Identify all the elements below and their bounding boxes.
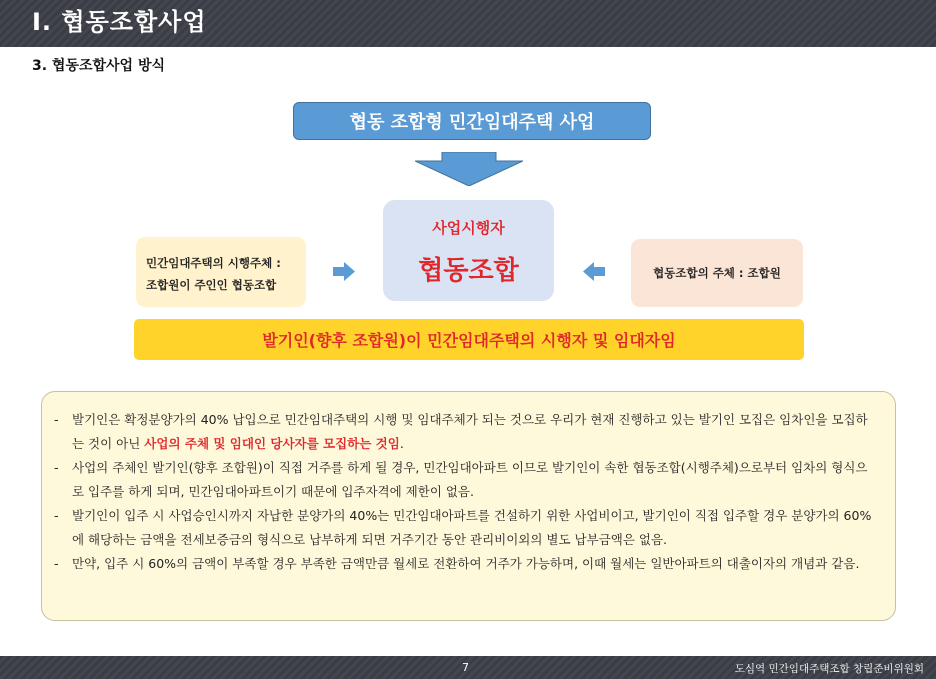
note-dash: - (54, 412, 59, 427)
summary-bar: 발기인(향후 조합원)이 민간임대주택의 시행자 및 임대자임 (134, 319, 804, 360)
note-item (54, 456, 875, 504)
arrow-right-icon (333, 262, 355, 281)
note-text: 발기인은 확정분양가의 40% 납입으로 민간임대주택의 시행 및 임대주체가 되는 것으로 우리가 현재 진행하고 있는 발기인 모집은 임차인을 모집하는 것이 아닌 사업의 주체 및 임대인 당사자를 모집하는 것임. (72, 412, 868, 451)
section-title: 3. 협동조합사업 방식 (32, 58, 165, 74)
center-box (383, 200, 554, 301)
center-role: 사업시행자 (432, 219, 505, 237)
down-arrow-icon (415, 152, 523, 186)
note-dash: - (54, 460, 59, 475)
note-item (54, 504, 875, 552)
top-box: 협동 조합형 민간임대주택 사업 (293, 102, 651, 140)
note-highlight: 사업의 주체 및 임대인 당사자를 모집하는 것임 (144, 436, 400, 451)
center-name: 협동조합 (418, 256, 519, 286)
organization-name: 도심역 민간임대주택조합 창립준비위원회 (734, 663, 924, 675)
note-dash: - (54, 508, 59, 523)
right-box: 협동조합의 주체 : 조합원 (631, 239, 803, 307)
notes-box (41, 391, 896, 621)
note-text: 사업의 주체인 발기인(향후 조합원)이 직접 거주를 하게 될 경우, 민간임대아파트 이므로 발기인이 속한 협동조합(시행주체)으로부터 임차의 형식으로 입주를 하게 되며, 민간임대아파트이기 때문에 입주자격에 제한이 없음. (72, 460, 868, 499)
note-dash: - (54, 556, 59, 571)
note-item (54, 552, 875, 576)
note-item (54, 408, 875, 456)
arrow-left-icon (583, 262, 605, 281)
page-title: Ⅰ. 협동조합사업 (32, 8, 207, 36)
page-number: 7 (462, 661, 469, 674)
footer-bar (0, 656, 936, 679)
note-text: 만약, 입주 시 60%의 금액이 부족할 경우 부족한 금액만큼 월세로 전환하여 거주가 가능하며, 이때 월세는 일반아파트의 대출이자의 개념과 같음. (72, 556, 860, 571)
left-box (136, 237, 306, 307)
left-line-1: 민간임대주택의 시행주체 : (146, 256, 281, 270)
left-line-2: 조합원이 주인인 협동조합 (146, 278, 277, 292)
header-bar (0, 0, 936, 47)
note-text: 발기인이 입주 시 사업승인시까지 자납한 분양가의 40%는 민간임대아파트를 건설하기 위한 사업비이고, 발기인이 직접 입주할 경우 분양가의 60%에 해당하는 금액을 전세보증금의 형식으로 납부하게 되면 거주기간 동안 관리비이외의 별도 납부금액은 없음. (72, 508, 872, 547)
